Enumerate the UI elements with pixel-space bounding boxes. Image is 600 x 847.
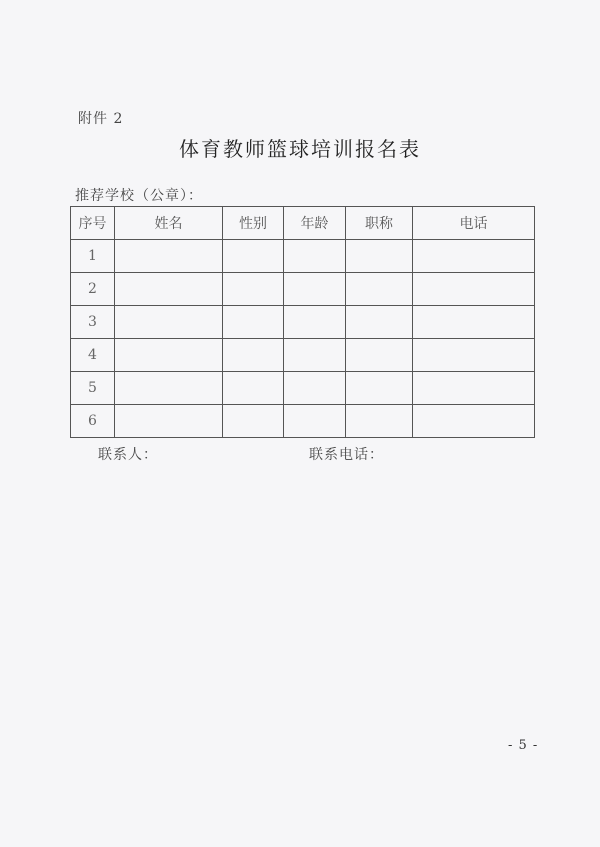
- title-cell[interactable]: [346, 240, 413, 273]
- contact-person-label: 联系人：: [98, 447, 158, 463]
- age-cell[interactable]: [284, 273, 346, 306]
- column-header-seq: 序号: [71, 207, 115, 240]
- registration-table: [70, 206, 535, 438]
- name-cell[interactable]: [115, 372, 223, 405]
- column-header-age: 年龄: [284, 207, 346, 240]
- row-number: 1: [71, 240, 115, 273]
- row-number: 4: [71, 339, 115, 372]
- title-cell[interactable]: [346, 306, 413, 339]
- gender-cell[interactable]: [223, 405, 284, 438]
- page-number: - 5 -: [508, 738, 539, 753]
- name-cell[interactable]: [115, 273, 223, 306]
- phone-cell[interactable]: [413, 273, 535, 306]
- table-header-row: [71, 207, 535, 240]
- age-cell[interactable]: [284, 405, 346, 438]
- name-cell[interactable]: [115, 339, 223, 372]
- age-cell[interactable]: [284, 240, 346, 273]
- age-cell[interactable]: [284, 306, 346, 339]
- phone-cell[interactable]: [413, 372, 535, 405]
- gender-cell[interactable]: [223, 339, 284, 372]
- gender-cell[interactable]: [223, 273, 284, 306]
- title-cell[interactable]: [346, 405, 413, 438]
- age-cell[interactable]: [284, 372, 346, 405]
- title-cell[interactable]: [346, 273, 413, 306]
- title-cell[interactable]: [346, 372, 413, 405]
- title-cell[interactable]: [346, 339, 413, 372]
- table-row: [71, 372, 535, 405]
- row-number: 3: [71, 306, 115, 339]
- column-header-name: 姓名: [115, 207, 223, 240]
- page-title: 体育教师篮球培训报名表: [179, 137, 421, 161]
- column-header-title: 职称: [346, 207, 413, 240]
- table-row: [71, 240, 535, 273]
- row-number: 2: [71, 273, 115, 306]
- age-cell[interactable]: [284, 339, 346, 372]
- table-row: [71, 306, 535, 339]
- table-row: [71, 405, 535, 438]
- gender-cell[interactable]: [223, 372, 284, 405]
- row-number: 5: [71, 372, 115, 405]
- row-number: 6: [71, 405, 115, 438]
- school-label: 推荐学校（公章）：: [75, 188, 203, 204]
- column-header-phone: 电话: [413, 207, 535, 240]
- attachment-label: 附件 2: [78, 111, 124, 127]
- phone-cell[interactable]: [413, 405, 535, 438]
- contact-phone-label: 联系电话：: [309, 447, 384, 463]
- phone-cell[interactable]: [413, 240, 535, 273]
- name-cell[interactable]: [115, 240, 223, 273]
- name-cell[interactable]: [115, 306, 223, 339]
- phone-cell[interactable]: [413, 306, 535, 339]
- gender-cell[interactable]: [223, 306, 284, 339]
- table-row: [71, 339, 535, 372]
- column-header-gender: 性别: [223, 207, 284, 240]
- gender-cell[interactable]: [223, 240, 284, 273]
- phone-cell[interactable]: [413, 339, 535, 372]
- table-row: [71, 273, 535, 306]
- name-cell[interactable]: [115, 405, 223, 438]
